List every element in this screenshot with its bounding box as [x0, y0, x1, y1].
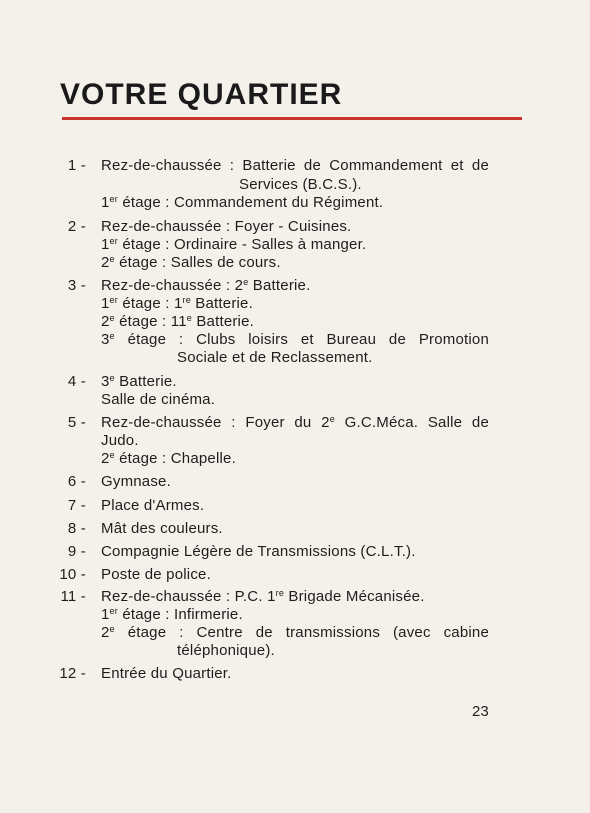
title-underline — [62, 117, 522, 120]
item-line: 2e étage : Centre de transmissions (avec cabine — [101, 624, 489, 641]
item-line: Mât des couleurs. — [101, 520, 223, 537]
item-number: 4 - — [67, 373, 86, 390]
item-number: 8 - — [67, 520, 86, 537]
item-number: 11 - — [60, 588, 86, 605]
item-line: Rez-de-chaussée : Foyer du 2e G.C.Méca. Salle de — [101, 414, 489, 431]
item-line: 3e étage : Clubs loisirs et Bureau de Promotion — [101, 331, 489, 348]
item-number: 10 - — [59, 566, 86, 583]
item-line: Gymnase. — [101, 473, 171, 490]
item-line: 2e étage : 11e Batterie. — [101, 313, 254, 330]
item-number: 2 - — [67, 218, 86, 235]
item-line: Sociale et de Reclassement. — [177, 349, 373, 366]
item-line: Rez-de-chaussée : P.C. 1re Brigade Mécanisée. — [101, 588, 425, 605]
item-line: Compagnie Légère de Transmissions (C.L.T.). — [101, 543, 416, 560]
item-line: 1er étage : Infirmerie. — [101, 606, 243, 623]
item-line: Poste de police. — [101, 566, 211, 583]
item-line: 3e Batterie. — [101, 373, 177, 390]
item-line: Place d'Armes. — [101, 497, 205, 514]
item-line: 1er étage : 1re Batterie. — [101, 295, 253, 312]
item-line: 1er étage : Commandement du Régiment. — [101, 194, 384, 211]
item-number: 7 - — [67, 497, 86, 514]
item-line: 1er étage : Ordinaire - Salles à manger. — [101, 236, 367, 253]
item-line: Entrée du Quartier. — [101, 665, 232, 682]
item-line: Judo. — [101, 432, 139, 449]
item-line: Rez-de-chaussée : Foyer - Cuisines. — [101, 218, 352, 235]
item-number: 1 - — [67, 157, 86, 174]
item-number: 12 - — [59, 665, 86, 682]
item-number: 6 - — [67, 473, 86, 490]
item-line: Rez-de-chaussée : Batterie de Commandement et de — [101, 157, 489, 174]
item-number: 3 - — [67, 277, 86, 294]
item-line: Services (B.C.S.). — [239, 176, 362, 193]
item-line: 2e étage : Salles de cours. — [101, 254, 281, 271]
item-line: Rez-de-chaussée : 2e Batterie. — [101, 277, 311, 294]
item-line: 2e étage : Chapelle. — [101, 450, 236, 467]
item-line: téléphonique). — [177, 642, 275, 659]
page-title: VOTRE QUARTIER — [60, 78, 343, 111]
item-line: Salle de cinéma. — [101, 391, 216, 408]
page-number: 23 — [472, 703, 489, 720]
item-number: 9 - — [67, 543, 86, 560]
item-number: 5 - — [67, 414, 86, 431]
